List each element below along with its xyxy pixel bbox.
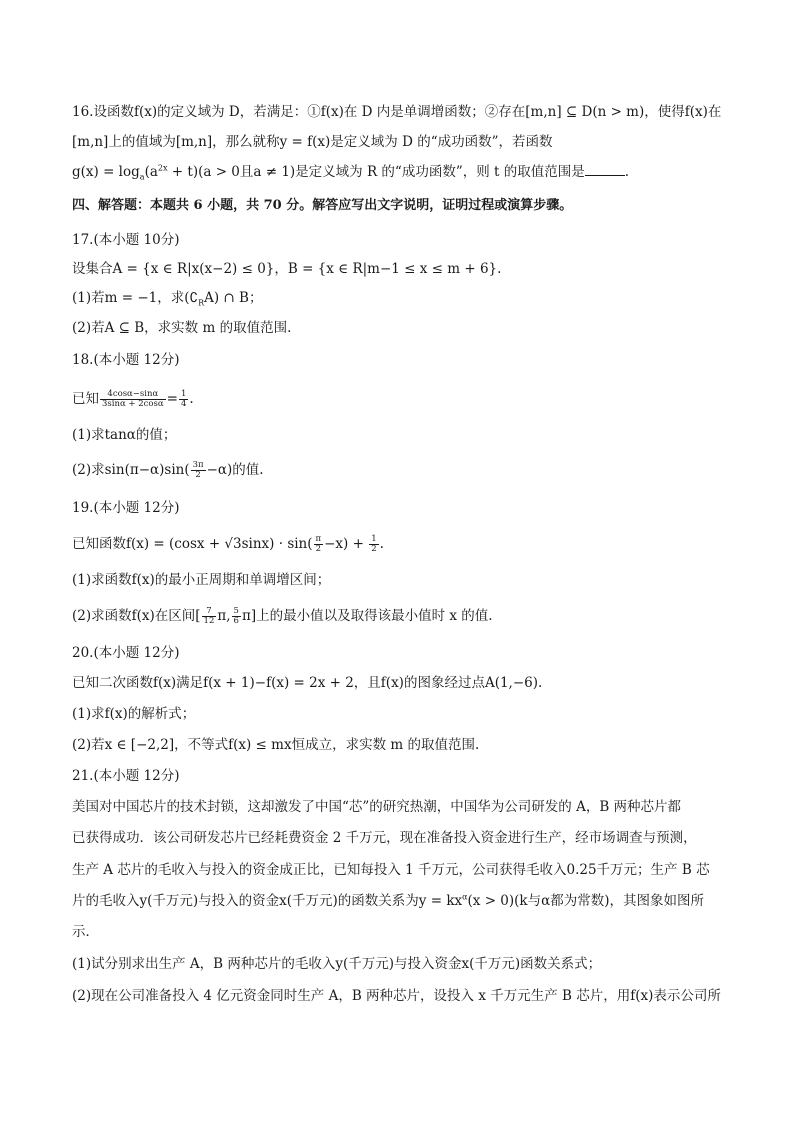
q21-line5: 示．: [72, 924, 99, 940]
answer-blank: [585, 163, 625, 176]
q16-line1: 16.设函数f(x)的定义域为 D，若满足：①f(x)在 D 内是单调增函数；②存在[m,n] ⊆ D(n > m)，使得f(x)在: [72, 104, 722, 120]
q19-part1: (1)求函数f(x)的最小正周期和单调增区间；: [72, 572, 331, 588]
q16-line2: [m,n]上的值域为[m,n]，那么就称y = f(x)是定义域为 D 的“成功函数”，若函数: [72, 134, 553, 150]
q21-line1: 美国对中国芯片的技术封锁，这却激发了中国“芯”的研究热潮，中国华为公司研发的 A，B 两种芯片都: [72, 799, 682, 815]
q18-part2: (2)求sin(π−α)sin( $\frac{3\pi}{2}$ −α)的值.: [72, 460, 264, 480]
q21-part2: (2)现在公司准备投入 4 亿元资金同时生产 A，B 两种芯片，设投入 x 千万元生产 B 芯片，用f(x)表示公司所: [72, 988, 721, 1004]
q20-part1: (1)求f(x)的解析式；: [72, 706, 196, 722]
q18-statement: 已知 $\frac{4\cos\alpha-\sin\alpha}{3\sin\alpha + 2\cos\alpha}$ = $\frac{1}{4}$ .: [72, 389, 194, 409]
q19-statement: 已知函数f(x) = (cosx + √3sinx) · sin( $\frac{\pi}{2}$ −x) + $\frac{1}{2}$ .: [72, 534, 384, 554]
q16-line3: $g(x) = \log_a(a^{2x} + t)(a > 0$且a ≠ 1)是定义域为 R 的“成功函数”，则 t 的取值范围是 .: [72, 163, 630, 182]
q19-part2: (2)求函数f(x)在区间[ $\frac{7}{12}$ π, $\frac{5}{6}$ π]上的最小值以及取得该最小值时 x 的值.: [72, 606, 493, 626]
q17-statement: 设集合A = {x ∈ R|x(x−2) ≤ 0}，B = {x ∈ R|m−1 ≤ x ≤ m + 6}.: [72, 261, 502, 277]
q18-head: 18.(本小题 12分): [72, 352, 180, 368]
q20-part2: (2)若x ∈ [−2,2]，不等式f(x) ≤ mx恒成立，求实数 m 的取值范围.: [72, 737, 480, 753]
q21-part1: (1)试分别求出生产 A，B 两种芯片的毛收入y(千万元)与投入资金x(千万元)函数关系式；: [72, 956, 602, 972]
q17-part1: (1)若m = −1，求$(∁_RA)$ ∩ B；: [72, 290, 263, 308]
q17-head: 17.(本小题 10分): [72, 232, 180, 248]
q21-line2: 已获得成功．该公司研发芯片已经耗费资金 2 千万元，现在准备投入资金进行生产，经市场调查与预测，: [72, 830, 697, 846]
q20-statement: 已知二次函数f(x)满足f(x + 1)−f(x) = 2x + 2，且f(x)的图象经过点A(1,−6).: [72, 675, 543, 691]
q21-line4: 片的毛收入y(千万元)与投入的资金x(千万元)的函数关系为$y = kx^\alpha(x > 0)(k$与α都为常数)，其图象如图所: [72, 892, 704, 909]
q17-part2: (2)若A ⊆ B，求实数 m 的取值范围.: [72, 320, 292, 336]
q21-line3: 生产 A 芯片的毛收入与投入的资金成正比，已知每投入 1 千万元，公司获得毛收入0.25千万元；生产 B 芯: [72, 862, 710, 878]
q21-head: 21.(本小题 12分): [72, 768, 180, 784]
q18-part1: (1)求tanα的值；: [72, 427, 177, 443]
q19-head: 19.(本小题 12分): [72, 500, 180, 516]
q20-head: 20.(本小题 12分): [72, 645, 180, 661]
section-heading: 四、解答题：本题共 6 小题，共 70 分。解答应写出文字说明，证明过程或演算步骤。: [72, 198, 573, 213]
